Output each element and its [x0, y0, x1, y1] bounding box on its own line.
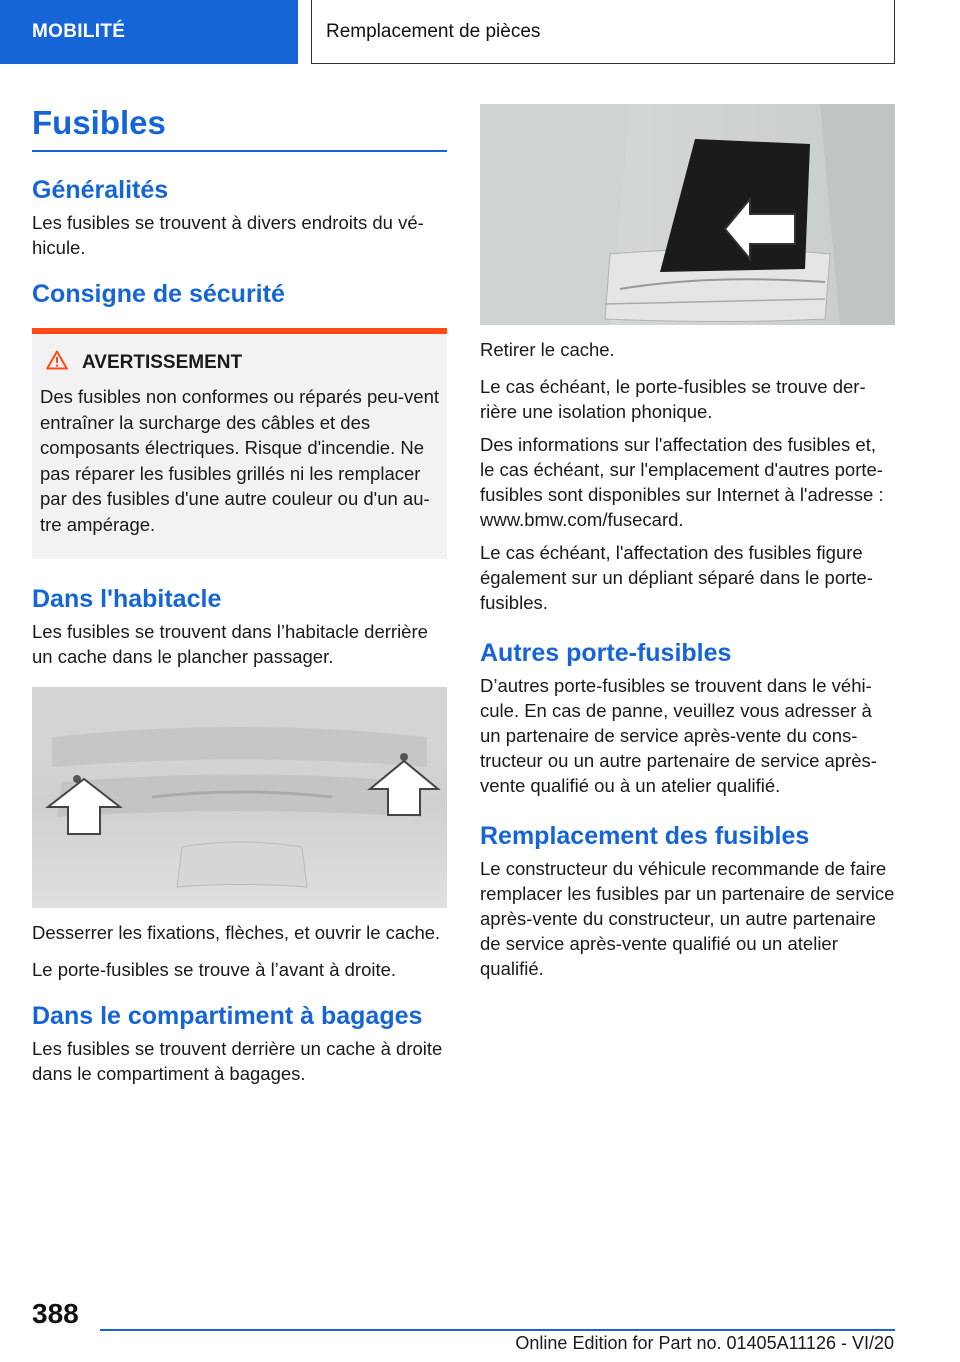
text-remove-cover: Retirer le cache.: [480, 339, 615, 360]
heading-generalites: Généralités: [32, 176, 169, 204]
heading-remplacement: Remplacement des fusibles: [480, 822, 810, 850]
warning-box: [32, 328, 447, 559]
text-internet-info: Des informations sur l'affectation des fusibles et, le cas échéant, sur l'emplacement d'autres porte-fusibles sont disponibles sur Internet à l'adresse : www.bmw.com/fusecard.: [480, 434, 884, 530]
text-leaflet: Le cas échéant, l'affectation des fusibles figure également sur un dépliant séparé dans le porte-fusibles.: [480, 542, 873, 613]
image-floor-cover: [32, 687, 447, 908]
warning-title: AVERTISSEMENT: [82, 352, 243, 373]
edition-text: Online Edition for Part no. 01405A11126 - VI/20: [515, 1333, 894, 1353]
warning-triangle-icon: [46, 350, 68, 376]
image-trunk-cover: [480, 104, 895, 325]
header-chapter-title: Remplacement de pièces: [311, 0, 895, 64]
text-generalites: Les fusibles se trouvent à divers endroits du vé-hicule.: [32, 212, 424, 258]
right-column: [480, 104, 895, 981]
page-number: 388: [32, 1298, 79, 1329]
heading-habitacle: Dans l'habitacle: [32, 585, 222, 613]
footer-divider: [100, 1329, 895, 1331]
page-title: Fusibles: [32, 104, 447, 152]
text-habitacle: Les fusibles se trouvent dans l’habitacle derrière un cache dans le plancher passager.: [32, 621, 428, 667]
heading-consigne: Consigne de sécurité: [32, 280, 285, 308]
warning-header: [40, 350, 439, 376]
heading-autres: Autres porte-fusibles: [480, 639, 732, 667]
text-autres: D’autres porte-fusibles se trouvent dans le véhi-cule. En cas de panne, veuillez vous adresser à un partenaire de service après-vente du cons-tructeur ou un autre partenaire de service après-vente qualifié ou à un atelier qualifié.: [480, 675, 877, 796]
heading-bagages: Dans le compartiment à bagages: [32, 1002, 423, 1030]
left-column: [32, 104, 447, 1086]
text-bagages: Les fusibles se trouvent derrière un cache à droite dans le compartiment à bagages.: [32, 1038, 443, 1084]
warning-text: Des fusibles non conformes ou réparés peu-vent entraîner la surcharge des câbles et des composants électriques. Risque d'incendie. Ne pas réparer les fusibles grillés ni les remplacer par des fusibles d'une autre couleur ou d'un au-tre ampérage.: [40, 386, 439, 535]
header-section-label: MOBILITÉ: [0, 0, 298, 64]
text-insulation: Le cas échéant, le porte-fusibles se trouve der-rière une isolation phonique.: [480, 376, 866, 422]
text-holder-location: Le porte-fusibles se trouve à l’avant à droite.: [32, 959, 397, 980]
text-remplacement: Le constructeur du véhicule recommande de faire remplacer les fusibles par un partenaire de service après-vente du constructeur, un autre partenaire de service après-vente qualifié ou un atelier qualifié.: [480, 858, 895, 979]
caption-floor-cover: Desserrer les fixations, flèches, et ouvrir le cache.: [32, 922, 441, 943]
